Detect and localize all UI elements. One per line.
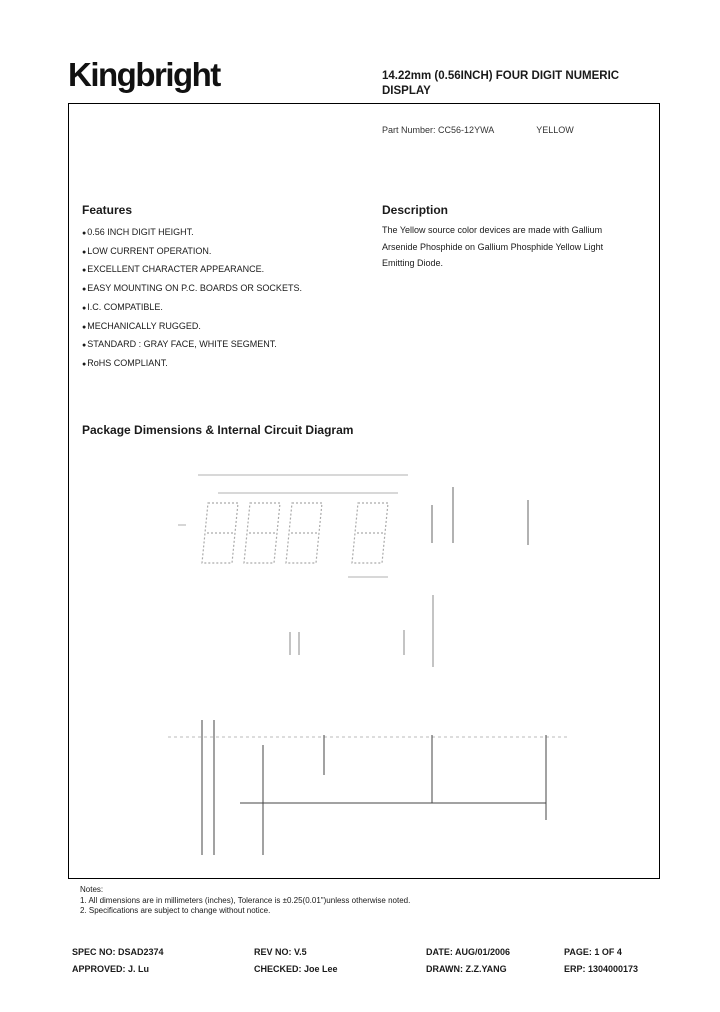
feature-item: ● I.C. COMPATIBLE. [82, 299, 302, 318]
feature-item: ● 0.56 INCH DIGIT HEIGHT. [82, 224, 302, 243]
description-text [382, 222, 632, 272]
description-line: Emitting Diode. [382, 258, 444, 269]
feature-item: ● LOW CURRENT OPERATION. [82, 243, 302, 262]
feature-item: ● RoHS COMPLIANT. [82, 355, 302, 374]
document-title [382, 69, 682, 99]
description-heading: Description [382, 203, 449, 217]
feature-item: ● EASY MOUNTING ON P.C. BOARDS OR SOCKETS. [82, 280, 302, 299]
dimension-lines [178, 475, 408, 577]
checked-by: CHECKED: Joe Lee [254, 964, 338, 974]
pin-view [290, 595, 433, 667]
approved-by: APPROVED: J. Lu [72, 964, 150, 974]
side-view [432, 487, 528, 545]
drawn-by: DRAWN: Z.Z.YANG [426, 964, 507, 974]
spec-number: SPEC NO: DSAD2374 [72, 947, 164, 957]
note-line: 1. All dimensions are in millimeters (inches), Tolerance is ±0.25(0.01")unless otherwise noted. [80, 895, 411, 905]
notes-heading: Notes: [80, 885, 104, 894]
description-line: The Yellow source color devices are made with Gallium [382, 225, 603, 235]
feature-item: ● MECHANICALLY RUGGED. [82, 318, 302, 337]
kingbright-logo: Kingbright [68, 56, 220, 93]
description-line: Arsenide Phosphide on Gallium Phosphide Yellow Light [382, 241, 604, 252]
seven-segment-digits [202, 503, 388, 563]
notes-block [80, 885, 410, 917]
title-line-1: 14.22mm (0.56INCH) FOUR DIGIT NUMERIC [382, 70, 620, 82]
title-line-2: DISPLAY [382, 85, 431, 97]
package-drawing [68, 445, 660, 875]
circuit-diagram [168, 720, 568, 855]
erp-number: ERP: 1304000173 [564, 964, 639, 974]
part-number-value: CC56-12YWA [438, 125, 494, 135]
features-heading: Features [82, 203, 133, 217]
date: DATE: AUG/01/2006 [426, 947, 511, 957]
page-number: PAGE: 1 OF 4 [564, 947, 622, 957]
feature-item: ● STANDARD : GRAY FACE, WHITE SEGMENT. [82, 336, 302, 355]
rev-number: REV NO: V.5 [254, 947, 307, 957]
feature-item: ● EXCELLENT CHARACTER APPEARANCE. [82, 261, 302, 280]
package-heading: Package Dimensions & Internal Circuit Diagram [82, 423, 354, 437]
note-line: 2. Specifications are subject to change without notice. [80, 906, 271, 915]
features-list [82, 224, 302, 374]
part-color: YELLOW [536, 125, 574, 135]
part-number-label: Part Number: [382, 125, 436, 135]
part-number-line [382, 125, 574, 135]
